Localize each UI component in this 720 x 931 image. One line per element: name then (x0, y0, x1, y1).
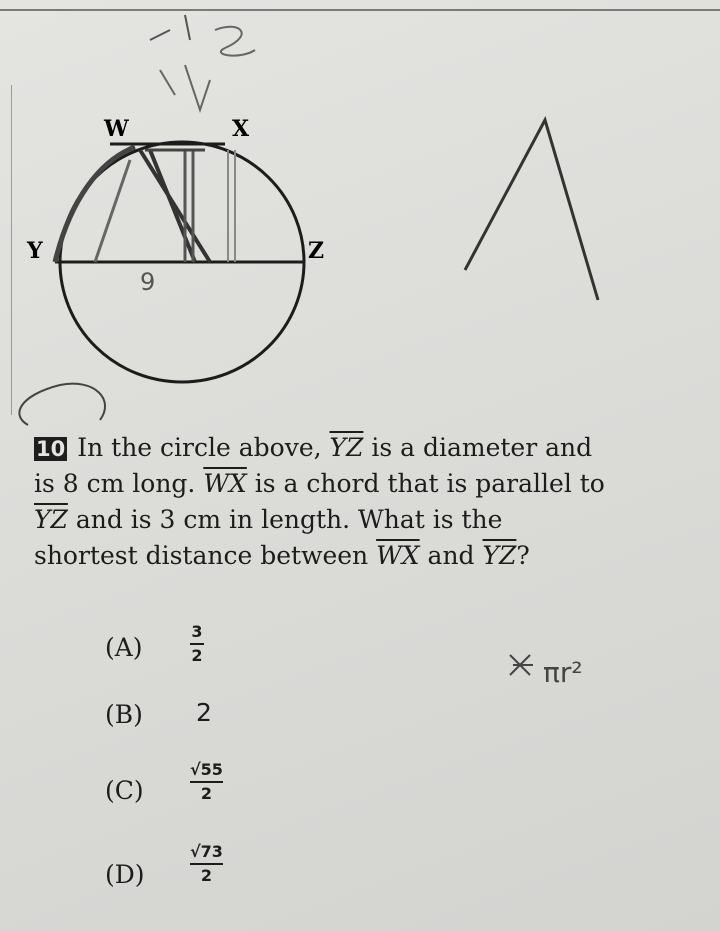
question-line-3 (34, 502, 694, 538)
pen-scribble (160, 65, 210, 110)
denominator: 2 (191, 646, 203, 665)
segment-yz: $\overline{YZ}$ (329, 433, 364, 462)
label-y: Y (27, 238, 43, 264)
choice-c-fraction (190, 760, 223, 804)
segment-yz: $\overline{YZ}$ (482, 541, 517, 570)
pen-cross (510, 655, 533, 675)
choice-c[interactable] (105, 776, 185, 805)
question-text (34, 430, 694, 574)
label-z: Z (308, 238, 325, 264)
choice-a[interactable] (105, 633, 185, 662)
handwritten-formula: πr² (543, 656, 583, 689)
fraction-bar (190, 781, 223, 783)
text: and (419, 541, 483, 570)
choice-d-letter: (D) (105, 860, 145, 889)
fraction-bar (190, 643, 204, 645)
choice-b[interactable] (105, 700, 185, 729)
choice-a-letter: (A) (105, 633, 143, 662)
text: is 8 cm long. (34, 469, 204, 498)
text: ? (516, 541, 530, 570)
choice-d-fraction (190, 842, 223, 886)
text: shortest distance between (34, 541, 377, 570)
hand-drawn-arch (465, 120, 598, 300)
choice-b-value: 2 (196, 698, 212, 727)
text: In the circle above, (77, 433, 330, 462)
choice-b-letter: (B) (105, 700, 143, 729)
handwritten-note (505, 640, 645, 700)
segment-yz: $\overline{YZ}$ (34, 505, 68, 534)
segment-wx: $\overline{WX}$ (376, 541, 420, 570)
pen-circle (19, 384, 105, 425)
numerator: √73 (190, 842, 223, 861)
numerator: 3 (191, 622, 203, 641)
numerator: √55 (190, 760, 223, 779)
label-w: W (104, 116, 129, 142)
label-x: X (232, 116, 250, 142)
handwritten-nine: 9 (140, 268, 156, 296)
pencil-line (95, 160, 130, 262)
pen-scribble (150, 15, 190, 40)
question-line-2 (34, 466, 694, 502)
choice-d[interactable] (105, 860, 185, 889)
pencil-vertical-light (228, 150, 235, 262)
choice-a-fraction (190, 622, 204, 666)
segment-wx: $\overline{WX}$ (203, 469, 247, 498)
question-number: 10 (36, 437, 66, 461)
text: is a chord that is parallel to (246, 469, 605, 498)
pencil-diagonal (140, 150, 210, 262)
fraction-bar (190, 863, 223, 865)
text: and is 3 cm in length. What is the (67, 505, 503, 534)
denominator: 2 (200, 784, 213, 803)
text: is a diameter and (363, 433, 593, 462)
question-line-4 (34, 538, 694, 574)
denominator: 2 (200, 866, 213, 885)
choice-c-letter: (C) (105, 776, 144, 805)
question-line-1 (34, 430, 694, 466)
pen-scribble (215, 27, 255, 56)
pencil-arc (55, 147, 135, 262)
